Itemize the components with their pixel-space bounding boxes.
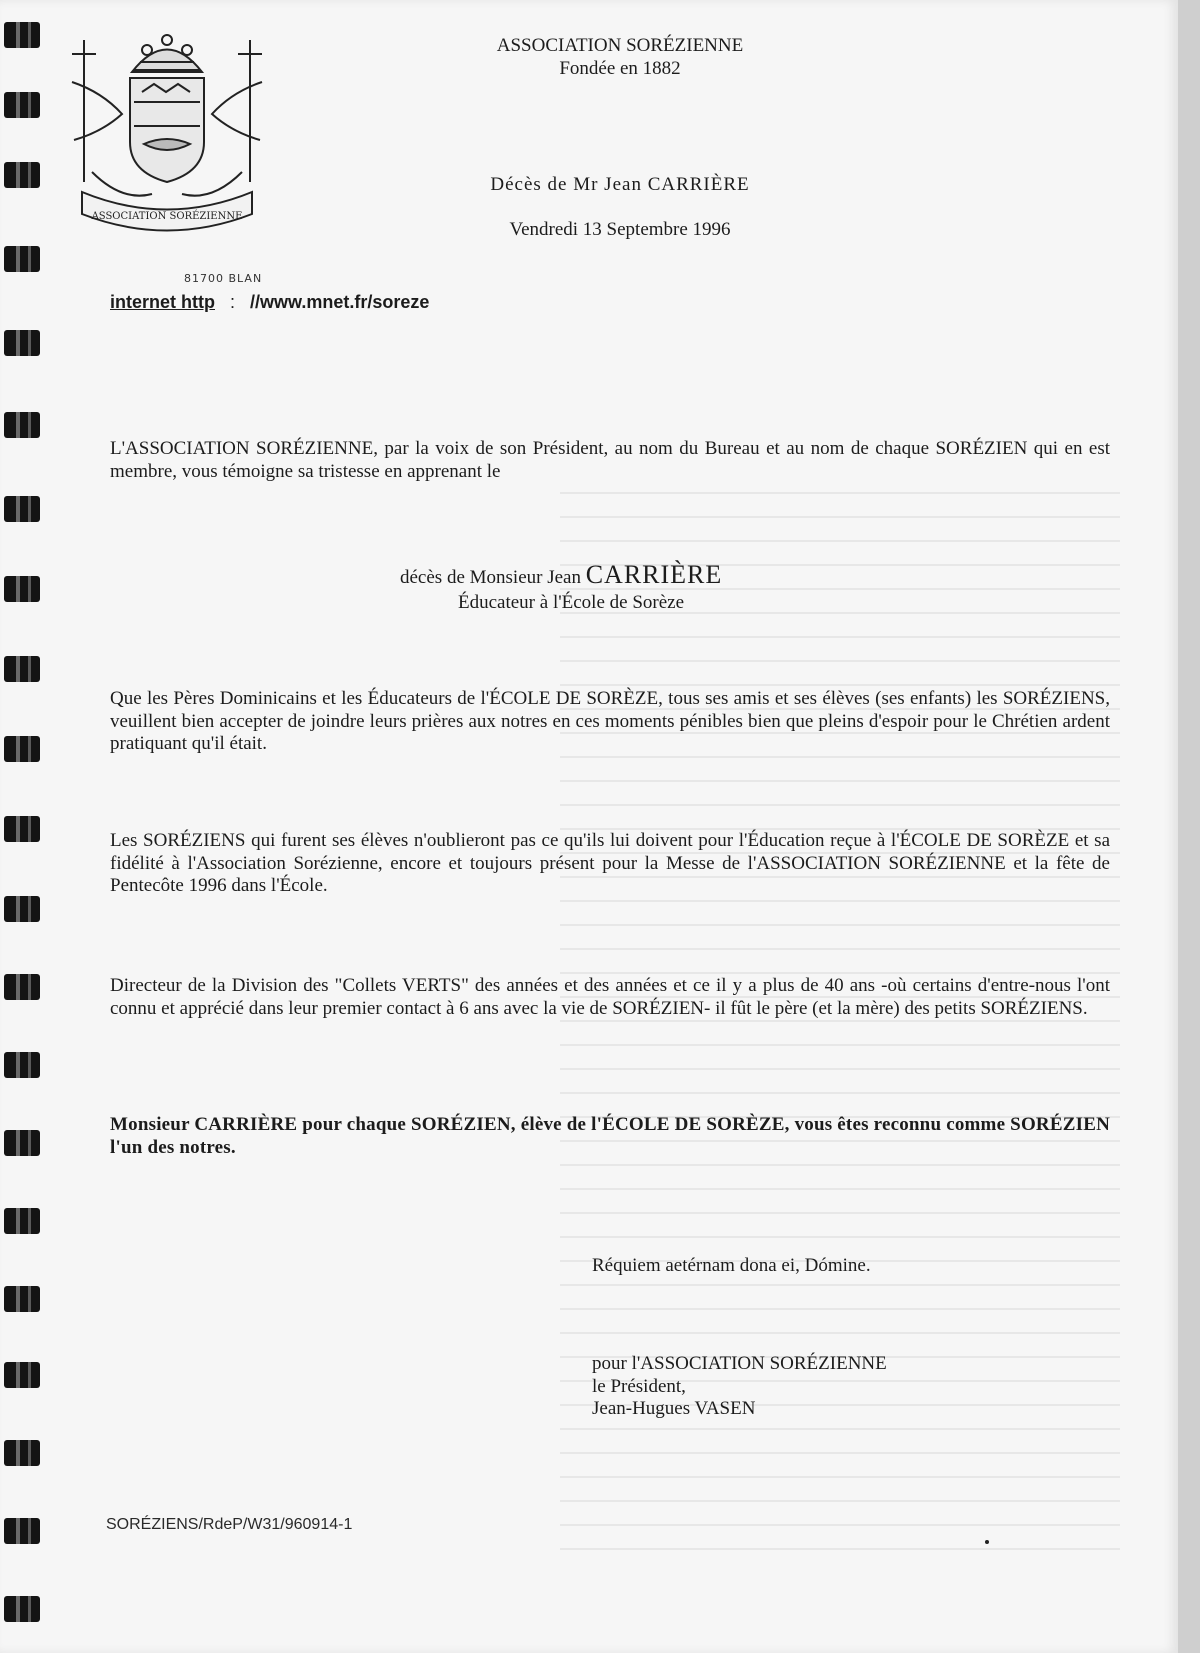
prayer-paragraph: Que les Pères Dominicains et les Éducateurs de l'ÉCOLE DE SORÈZE, tous ses amis et ses élèves (ses enfants) les SORÉZIENS, veuillent bien accepter de joindre leurs prières aux notres en ces moments pénibles bien que pleins d'espoir pour le Chrétien ardent pratiquant qu'il était. [110,688,1110,754]
director-paragraph: Directeur de la Division des "Collets VERTS" des années et des années et ce il y a plus de 40 ans -où certains d'entre-nous l'ont connu et apprécié dans leur premier contact à 6 ans avec la vie de SORÉZIEN- il fût le père (et la mère) des petits SORÉZIENS. [110,975,1110,1019]
svg-text:ASSOCIATION SORÉZIENNE: ASSOCIATION SORÉZIENNE [91,211,243,222]
signature-block [592,1353,887,1421]
signature-title: le Président, [592,1375,686,1397]
signatory-name: Jean-Hugues VASEN [592,1398,756,1419]
intro-paragraph: L'ASSOCIATION SORÉZIENNE, par la voix de son Président, au nom du Bureau et au nom de chaque SORÉZIEN qui en est membre, vous témoigne sa tristesse en apprenant le [110,438,1110,482]
page-edge [1178,0,1200,1653]
internet-line [110,292,429,313]
deces-prefix: décès de Monsieur Jean [400,567,581,588]
deces-announcement [400,560,900,614]
crest-caption: 81700 BLAN [184,272,263,285]
crest-emblem-icon [62,22,272,252]
association-crest-logo [62,22,272,285]
ink-dot [985,1540,989,1544]
requiem-line: Réquiem aetérnam dona ei, Dómine. [592,1255,871,1276]
tribute-paragraph: Monsieur CARRIÈRE pour chaque SORÉZIEN, élève de l'ÉCOLE DE SORÈZE, vous êtes reconnu comme SORÉZIEN l'un des notres. [110,1114,1110,1158]
internet-separator: : [230,292,236,312]
letterhead [420,34,820,80]
website-url: //www.mnet.fr/soreze [250,292,430,312]
reference-code: SORÉZIENS/RdeP/W31/960914-1 [106,1516,353,1533]
document-date: Vendredi 13 Septembre 1996 [509,219,731,240]
founded-line: Fondée en 1882 [559,58,681,79]
internet-label: internet http [110,292,215,312]
deceased-name: CARRIÈRE [585,560,723,589]
spiral-binding [0,0,46,1653]
deceased-role: Éducateur à l'École de Sorèze [458,592,685,613]
students-paragraph: Les SORÉZIENS qui furent ses élèves n'oublieront pas ce qu'ils lui doivent pour l'Éducation reçue à l'ÉCOLE DE SORÈZE et sa fidélité à l'Association Sorézienne, encore et toujours présent pour la Messe de l'ASSOCIATION SORÉZIENNE et la fête de Pentecôte 1996 dans l'École. [110,830,1110,896]
signature-association: pour l'ASSOCIATION SORÉZIENNE [592,1353,887,1374]
association-name: ASSOCIATION SORÉZIENNE [496,35,744,56]
document-title: Décès de Mr Jean CARRIÈRE [490,174,750,195]
